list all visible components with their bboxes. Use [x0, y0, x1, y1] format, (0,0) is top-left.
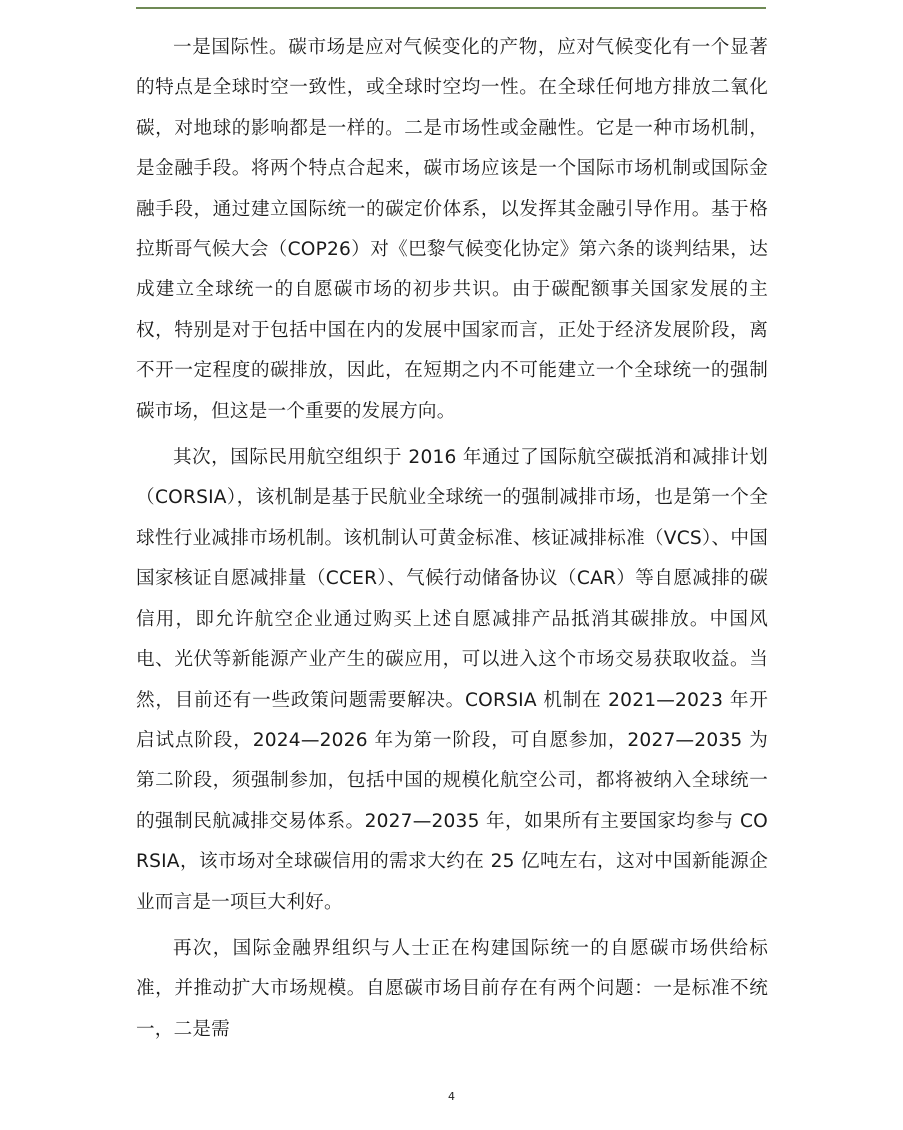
page-body — [136, 28, 768, 1050]
paragraph-corsia: 其次，国际民用航空组织于 2016 年通过了国际航空碳抵消和减排计划（CORSIA），该机制是基于民航业全球统一的强制减排市场，也是第一个全球性行业减排市场机制。该机制认可黄金标准、核证减排标准（VCS）、中国国家核证自愿减排量（CCER）、气候行动储备协议（CAR）等自愿减排的碳信用，即允许航空企业通过购买上述自愿减排产品抵消其碳排放。中国风电、光伏等新能源产业产生的碳应用，可以进入这个市场交易获取收益。当然，目前还有一些政策问题需要解决。CORSIA 机制在 2021—2023 年开启试点阶段，2024—2026 年为第一阶段，可自愿参加，2027—2035 为第二阶段，须强制参加，包括中国的规模化航空公司，都将被纳入全球统一的强制民航减排交易体系。2027—2035 年，如果所有主要国家均参与 CORSIA，该市场对全球碳信用的需求大约在 25 亿吨左右，这对中国新能源企业而言是一项巨大利好。 — [136, 447, 768, 913]
paragraph-voluntary-market: 再次，国际金融界组织与人士正在构建国际统一的自愿碳市场供给标准，并推动扩大市场规模。自愿碳市场目前存在有两个问题：一是标准不统一，二是需 — [136, 937, 768, 1040]
page-number: 4 — [448, 1090, 455, 1103]
header-rule — [136, 7, 766, 9]
paragraph-international-nature: 一是国际性。碳市场是应对气候变化的产物，应对气候变化有一个显著的特点是全球时空一致性，或全球时空均一性。在全球任何地方排放二氧化碳，对地球的影响都是一样的。二是市场性或金融性。它是一种市场机制，是金融手段。将两个特点合起来，碳市场应该是一个国际市场机制或国际金融手段，通过建立国际统一的碳定价体系，以发挥其金融引导作用。基于格拉斯哥气候大会（COP26）对《巴黎气候变化协定》第六条的谈判结果，达成建立全球统一的自愿碳市场的初步共识。由于碳配额事关国家发展的主权，特别是对于包括中国在内的发展中国家而言，正处于经济发展阶段，离不开一定程度的碳排放，因此，在短期之内不可能建立一个全球统一的强制碳市场，但这是一个重要的发展方向。 — [136, 37, 768, 422]
